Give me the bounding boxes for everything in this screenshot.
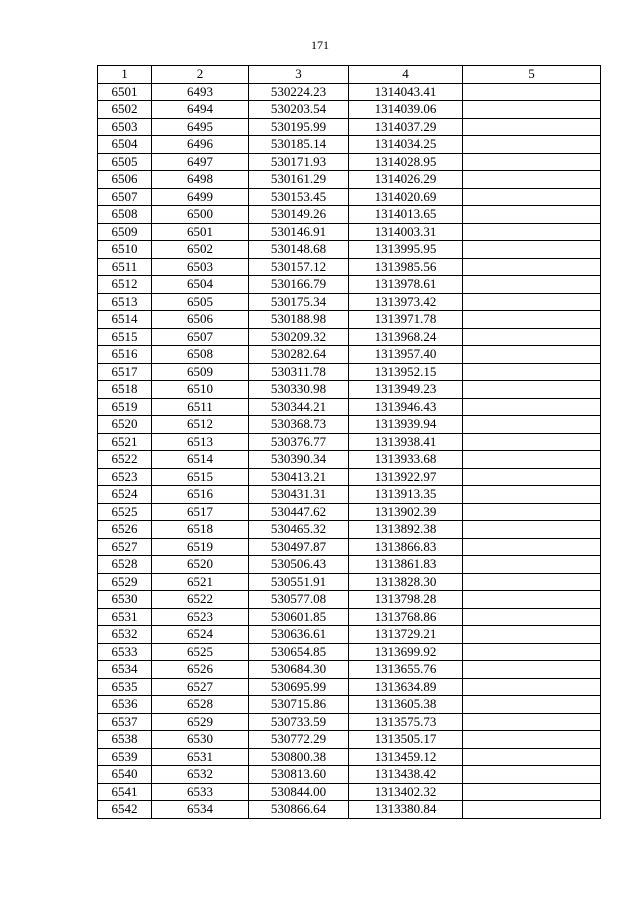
table-cell [463, 626, 601, 644]
table-cell: 6516 [98, 346, 152, 364]
table-cell: 1313973.42 [349, 293, 463, 311]
table-row [98, 363, 601, 381]
table-cell: 6527 [152, 678, 249, 696]
table-cell [463, 171, 601, 189]
table-cell: 6499 [152, 188, 249, 206]
table-cell: 530175.34 [249, 293, 349, 311]
table-cell: 530148.68 [249, 241, 349, 259]
table-cell: 6536 [98, 696, 152, 714]
table-cell: 1313505.17 [349, 731, 463, 749]
table-cell: 1313861.83 [349, 556, 463, 574]
table-cell: 6514 [98, 311, 152, 329]
table-cell: 6503 [152, 258, 249, 276]
table-cell: 6506 [98, 171, 152, 189]
table-row [98, 153, 601, 171]
table-cell: 530551.91 [249, 573, 349, 591]
table-row [98, 223, 601, 241]
table-cell [463, 416, 601, 434]
table-cell [463, 363, 601, 381]
table-cell: 6515 [152, 468, 249, 486]
table-cell: 530800.38 [249, 748, 349, 766]
table-cell: 1314037.29 [349, 118, 463, 136]
table-cell: 6532 [98, 626, 152, 644]
table-cell [463, 538, 601, 556]
table-cell [463, 556, 601, 574]
table-cell: 6525 [98, 503, 152, 521]
table-cell: 6512 [98, 276, 152, 294]
table-cell: 1313978.61 [349, 276, 463, 294]
table-cell: 530209.32 [249, 328, 349, 346]
table-cell: 6527 [98, 538, 152, 556]
table-cell: 6534 [98, 661, 152, 679]
table-cell: 1313968.24 [349, 328, 463, 346]
table-cell: 1313902.39 [349, 503, 463, 521]
table-cell: 530497.87 [249, 538, 349, 556]
table-cell: 6508 [98, 206, 152, 224]
table-cell [463, 433, 601, 451]
table-cell: 1313995.95 [349, 241, 463, 259]
table-row [98, 101, 601, 119]
table-cell [463, 136, 601, 154]
table-cell: 1313952.15 [349, 363, 463, 381]
table-cell: 6503 [98, 118, 152, 136]
table-row [98, 276, 601, 294]
table-row [98, 591, 601, 609]
table-cell: 6532 [152, 766, 249, 784]
table-cell: 530157.12 [249, 258, 349, 276]
table-cell: 1313971.78 [349, 311, 463, 329]
table-cell: 6525 [152, 643, 249, 661]
table-cell [463, 311, 601, 329]
table-cell: 530203.54 [249, 101, 349, 119]
table-cell: 1314013.65 [349, 206, 463, 224]
table-cell: 530185.14 [249, 136, 349, 154]
table-cell: 6516 [152, 486, 249, 504]
table-cell: 6508 [152, 346, 249, 364]
table-row [98, 241, 601, 259]
table-row [98, 766, 601, 784]
table-cell [463, 643, 601, 661]
table-cell: 1313605.38 [349, 696, 463, 714]
table-row [98, 451, 601, 469]
table-cell: 6528 [98, 556, 152, 574]
table-row [98, 678, 601, 696]
table-cell: 530282.64 [249, 346, 349, 364]
table-cell: 6514 [152, 451, 249, 469]
table-cell: 6500 [152, 206, 249, 224]
table-cell: 6515 [98, 328, 152, 346]
table-cell: 6509 [98, 223, 152, 241]
table-cell: 6511 [98, 258, 152, 276]
table-cell: 6519 [152, 538, 249, 556]
table-cell: 530153.45 [249, 188, 349, 206]
table-cell: 6524 [152, 626, 249, 644]
table-row [98, 136, 601, 154]
table-cell: 530311.78 [249, 363, 349, 381]
table-cell [463, 188, 601, 206]
table-cell: 6518 [98, 381, 152, 399]
table-cell: 1313634.89 [349, 678, 463, 696]
table-cell [463, 223, 601, 241]
table-row [98, 608, 601, 626]
table-cell: 1313438.42 [349, 766, 463, 784]
table-row [98, 486, 601, 504]
table-cell: 6498 [152, 171, 249, 189]
table-cell [463, 451, 601, 469]
table-cell: 6504 [98, 136, 152, 154]
table-row [98, 643, 601, 661]
table-cell [463, 486, 601, 504]
table-cell [463, 328, 601, 346]
table-cell: 6517 [152, 503, 249, 521]
table-cell: 1314043.41 [349, 83, 463, 101]
table-cell: 1313938.41 [349, 433, 463, 451]
table-cell: 6504 [152, 276, 249, 294]
table-cell: 6529 [98, 573, 152, 591]
table-cell [463, 503, 601, 521]
coordinates-table [97, 65, 601, 819]
table-cell: 530636.61 [249, 626, 349, 644]
table-cell: 530577.08 [249, 591, 349, 609]
table-row [98, 83, 601, 101]
table-cell: 1313957.40 [349, 346, 463, 364]
table-cell: 6538 [98, 731, 152, 749]
table-cell: 6533 [98, 643, 152, 661]
table-cell: 530715.86 [249, 696, 349, 714]
table-cell: 1313828.30 [349, 573, 463, 591]
table-row [98, 556, 601, 574]
table-row [98, 433, 601, 451]
table-cell: 1313655.76 [349, 661, 463, 679]
table-cell: 6517 [98, 363, 152, 381]
table-cell: 6493 [152, 83, 249, 101]
table-row [98, 713, 601, 731]
table-cell [463, 153, 601, 171]
table-cell: 1313949.23 [349, 381, 463, 399]
table-cell: 1313866.83 [349, 538, 463, 556]
table-cell: 530866.64 [249, 801, 349, 819]
table-cell: 6540 [98, 766, 152, 784]
table-cell: 530376.77 [249, 433, 349, 451]
table-cell: 6495 [152, 118, 249, 136]
table-body [98, 83, 601, 818]
table-cell [463, 83, 601, 101]
table-cell: 1313892.38 [349, 521, 463, 539]
table-row [98, 416, 601, 434]
table-row [98, 311, 601, 329]
table-cell: 530390.34 [249, 451, 349, 469]
table-cell [463, 206, 601, 224]
table-cell: 6518 [152, 521, 249, 539]
table-cell: 6502 [98, 101, 152, 119]
table-cell [463, 801, 601, 819]
table-cell: 530171.93 [249, 153, 349, 171]
table-cell: 6510 [152, 381, 249, 399]
table-cell: 6496 [152, 136, 249, 154]
table-cell: 530330.98 [249, 381, 349, 399]
table-cell: 1314020.69 [349, 188, 463, 206]
table-row [98, 188, 601, 206]
table-cell: 530813.60 [249, 766, 349, 784]
table-cell: 6523 [152, 608, 249, 626]
column-header: 3 [249, 66, 349, 84]
table-cell: 6524 [98, 486, 152, 504]
table-cell: 6530 [98, 591, 152, 609]
table-cell: 6497 [152, 153, 249, 171]
table-cell: 530146.91 [249, 223, 349, 241]
table-row [98, 783, 601, 801]
table-cell: 1313922.97 [349, 468, 463, 486]
table-cell: 530161.29 [249, 171, 349, 189]
table-cell: 6501 [98, 83, 152, 101]
table-row [98, 328, 601, 346]
table-cell: 530344.21 [249, 398, 349, 416]
table-cell: 6494 [152, 101, 249, 119]
table-cell: 6511 [152, 398, 249, 416]
table-row [98, 573, 601, 591]
table-cell [463, 678, 601, 696]
table-cell: 6522 [152, 591, 249, 609]
table-cell: 530447.62 [249, 503, 349, 521]
table-row [98, 346, 601, 364]
table-cell: 1313459.12 [349, 748, 463, 766]
table-cell: 530733.59 [249, 713, 349, 731]
table-cell: 530166.79 [249, 276, 349, 294]
table-cell [463, 696, 601, 714]
table-cell: 6505 [98, 153, 152, 171]
table-cell: 1313933.68 [349, 451, 463, 469]
table-row [98, 626, 601, 644]
table-cell [463, 783, 601, 801]
table-cell: 530188.98 [249, 311, 349, 329]
table-cell: 6506 [152, 311, 249, 329]
table-cell: 1313913.35 [349, 486, 463, 504]
column-header: 2 [152, 66, 249, 84]
table-cell: 530431.31 [249, 486, 349, 504]
table-cell [463, 573, 601, 591]
table-cell: 6523 [98, 468, 152, 486]
table-cell: 1313380.84 [349, 801, 463, 819]
table-row [98, 468, 601, 486]
table-cell: 1313768.86 [349, 608, 463, 626]
table-cell: 1313575.73 [349, 713, 463, 731]
table-cell: 6526 [152, 661, 249, 679]
table-row [98, 748, 601, 766]
table-cell: 6513 [152, 433, 249, 451]
table-cell [463, 608, 601, 626]
table-row [98, 206, 601, 224]
table-cell [463, 766, 601, 784]
table-row [98, 731, 601, 749]
table-cell: 1314026.29 [349, 171, 463, 189]
table-cell: 6531 [98, 608, 152, 626]
table-cell [463, 748, 601, 766]
table-cell: 1314039.06 [349, 101, 463, 119]
table-cell: 530413.21 [249, 468, 349, 486]
table-cell [463, 468, 601, 486]
page-number: 171 [311, 38, 329, 52]
table-cell: 1313798.28 [349, 591, 463, 609]
table-cell [463, 398, 601, 416]
table-cell [463, 381, 601, 399]
table-cell: 530772.29 [249, 731, 349, 749]
table-cell: 530149.26 [249, 206, 349, 224]
table-cell: 6505 [152, 293, 249, 311]
table-row [98, 503, 601, 521]
table-row [98, 661, 601, 679]
table-cell: 6519 [98, 398, 152, 416]
table-cell: 6528 [152, 696, 249, 714]
table-cell: 6535 [98, 678, 152, 696]
table-cell [463, 346, 601, 364]
table-cell: 530684.30 [249, 661, 349, 679]
table-row [98, 538, 601, 556]
table-cell [463, 276, 601, 294]
table-cell: 6521 [98, 433, 152, 451]
table-cell: 530195.99 [249, 118, 349, 136]
table-row [98, 398, 601, 416]
table-cell [463, 118, 601, 136]
table-cell: 1313985.56 [349, 258, 463, 276]
table-cell: 1313946.43 [349, 398, 463, 416]
table-cell: 6520 [98, 416, 152, 434]
table-header-row [98, 66, 601, 84]
table-cell: 6539 [98, 748, 152, 766]
table-row [98, 696, 601, 714]
table-cell: 530844.00 [249, 783, 349, 801]
table-cell [463, 521, 601, 539]
table-cell: 1314028.95 [349, 153, 463, 171]
table-cell: 530601.85 [249, 608, 349, 626]
table-cell: 1313699.92 [349, 643, 463, 661]
table-row [98, 381, 601, 399]
table-cell: 6520 [152, 556, 249, 574]
table-cell: 6537 [98, 713, 152, 731]
table-cell: 1313402.32 [349, 783, 463, 801]
table-row [98, 171, 601, 189]
table-cell: 6526 [98, 521, 152, 539]
table-cell [463, 101, 601, 119]
table-cell: 1313729.21 [349, 626, 463, 644]
table-cell: 6542 [98, 801, 152, 819]
table-cell: 530506.43 [249, 556, 349, 574]
table-cell [463, 258, 601, 276]
table-row [98, 118, 601, 136]
table-cell: 6513 [98, 293, 152, 311]
column-header: 5 [463, 66, 601, 84]
table-cell [463, 731, 601, 749]
table-cell: 6501 [152, 223, 249, 241]
table-cell [463, 713, 601, 731]
column-header: 4 [349, 66, 463, 84]
table-cell [463, 661, 601, 679]
table-cell: 530654.85 [249, 643, 349, 661]
table-cell: 530465.32 [249, 521, 349, 539]
table-row [98, 258, 601, 276]
table-cell: 6534 [152, 801, 249, 819]
table-cell: 6509 [152, 363, 249, 381]
table-cell: 6529 [152, 713, 249, 731]
table-cell: 6533 [152, 783, 249, 801]
table-cell: 6507 [152, 328, 249, 346]
table-cell: 530695.99 [249, 678, 349, 696]
table-cell: 6512 [152, 416, 249, 434]
table-cell: 6541 [98, 783, 152, 801]
table-cell: 1314003.31 [349, 223, 463, 241]
table-row [98, 801, 601, 819]
table-cell [463, 591, 601, 609]
table-cell [463, 241, 601, 259]
table-cell: 6531 [152, 748, 249, 766]
table-cell: 6502 [152, 241, 249, 259]
table-cell: 6530 [152, 731, 249, 749]
table-row [98, 521, 601, 539]
table-cell [463, 293, 601, 311]
table-row [98, 293, 601, 311]
table-cell: 1314034.25 [349, 136, 463, 154]
table-cell: 6522 [98, 451, 152, 469]
table-cell: 6521 [152, 573, 249, 591]
table-cell: 530368.73 [249, 416, 349, 434]
column-header: 1 [98, 66, 152, 84]
table-cell: 6510 [98, 241, 152, 259]
table-cell: 530224.23 [249, 83, 349, 101]
table-cell: 1313939.94 [349, 416, 463, 434]
table-cell: 6507 [98, 188, 152, 206]
